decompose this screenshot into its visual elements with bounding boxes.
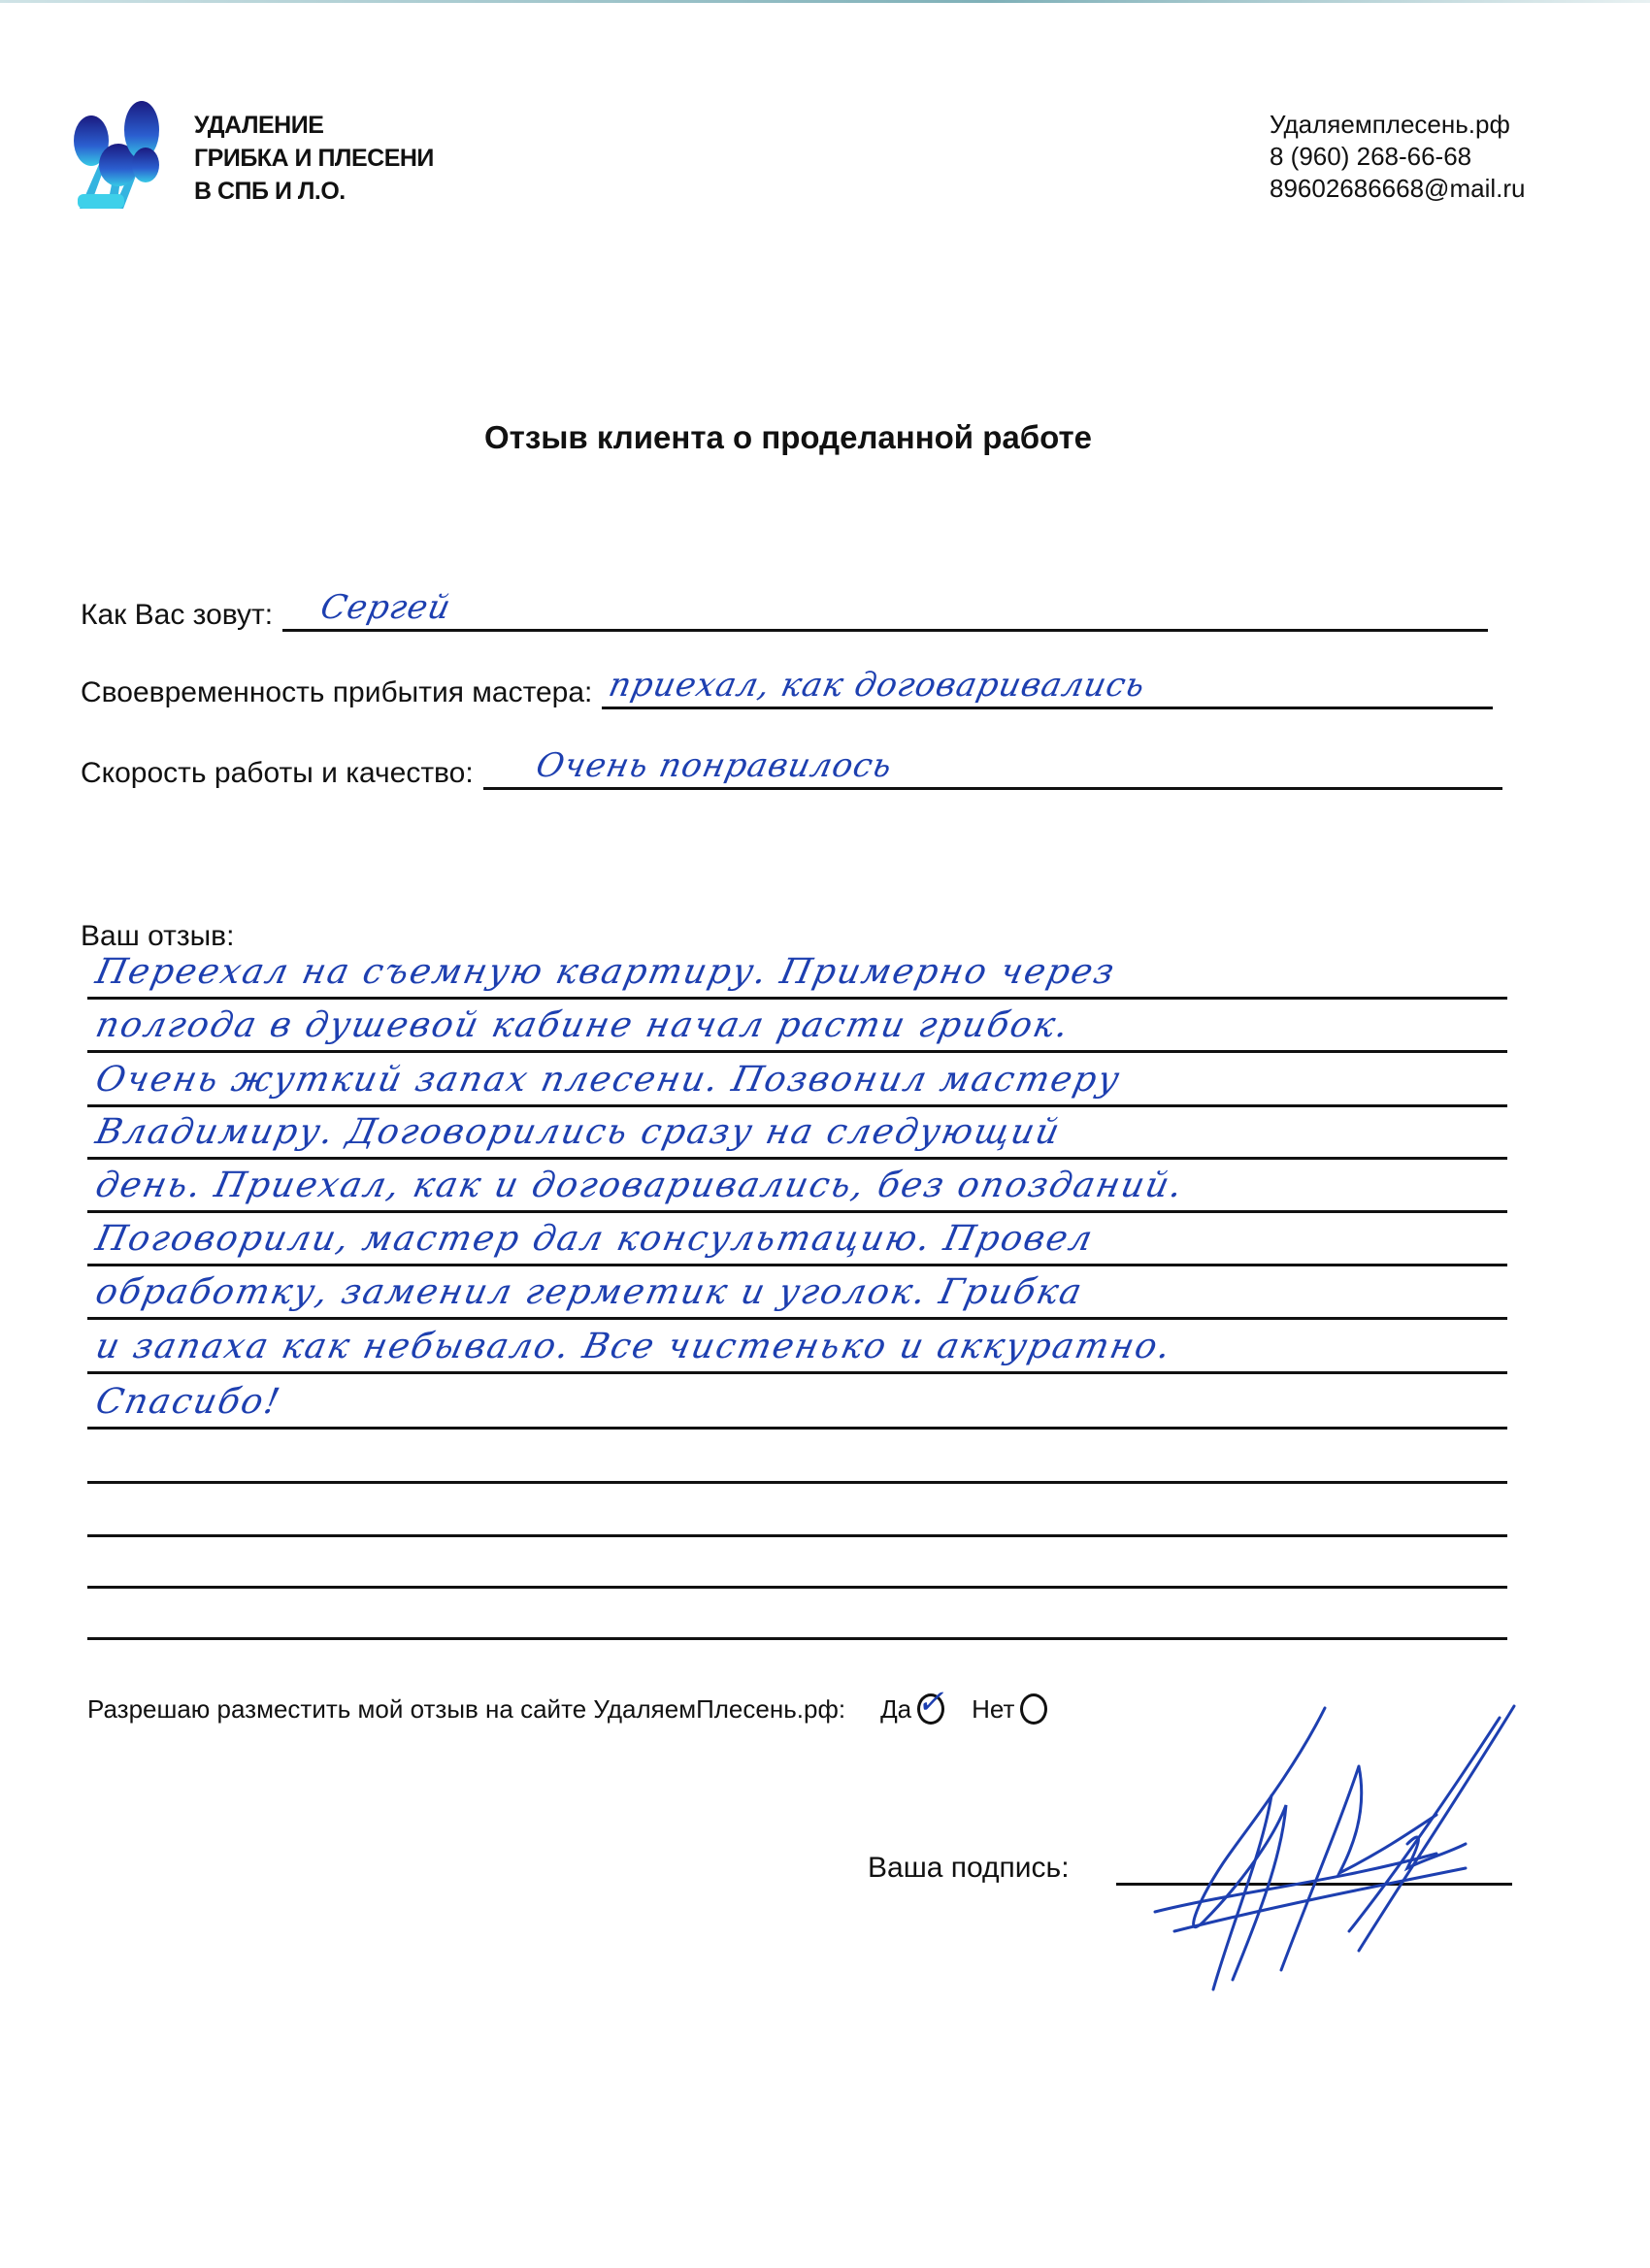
field-value: приехал, как договаривались bbox=[606, 666, 1150, 705]
quality-field bbox=[81, 746, 1502, 790]
logo-line: ГРИБКА И ПЛЕСЕНИ bbox=[194, 145, 434, 172]
logo-line: В СПБ И Л.О. bbox=[194, 178, 346, 205]
handwritten-signature bbox=[1116, 1698, 1524, 1999]
consent-text: Разрешаю разместить мой отзыв на сайте УдаляемПлесень.рф: bbox=[87, 1693, 846, 1724]
no-label: Нет bbox=[972, 1693, 1015, 1724]
field-label: Своевременность прибытия мастера: bbox=[81, 676, 593, 708]
review-rule bbox=[87, 997, 1507, 1000]
consent-no[interactable] bbox=[972, 1693, 1047, 1725]
field-label: Скорость работы и качество: bbox=[81, 757, 474, 789]
field-label: Как Вас зовут: bbox=[81, 599, 274, 631]
signature-label: Ваша подпись: bbox=[868, 1852, 1070, 1884]
review-rule bbox=[87, 1210, 1507, 1213]
consent-row bbox=[87, 1684, 1047, 1725]
logo-text bbox=[194, 109, 434, 208]
email: 89602686668@mail.ru bbox=[1270, 174, 1526, 203]
yes-radio[interactable] bbox=[916, 1684, 944, 1725]
page-title: Отзыв клиента о проделанной работе bbox=[484, 419, 1092, 455]
field-value: Сергей bbox=[316, 588, 455, 627]
review-rule bbox=[87, 1534, 1507, 1537]
review-rule bbox=[87, 1586, 1507, 1589]
arrival-field bbox=[81, 666, 1493, 709]
review-text-line: день. Приехал, как и договаривались, без опозданий. bbox=[92, 1166, 1188, 1205]
review-label: Ваш отзыв: bbox=[81, 920, 235, 952]
name-field bbox=[81, 588, 1488, 632]
field-value: Очень понравилось bbox=[532, 746, 896, 785]
review-text-line: полгода в душевой кабине начал расти грибок. bbox=[92, 1005, 1074, 1045]
website: Удаляемплесень.рф bbox=[1270, 110, 1510, 139]
no-radio[interactable] bbox=[1020, 1693, 1047, 1725]
review-rule bbox=[87, 1637, 1507, 1640]
phone: 8 (960) 268-66-68 bbox=[1270, 142, 1472, 171]
review-text-line: Переехал на съемную квартиру. Примерно через bbox=[92, 952, 1120, 992]
review-text-line: Поговорили, мастер дал консультацию. Провел bbox=[92, 1219, 1098, 1259]
review-rule bbox=[87, 1481, 1507, 1484]
review-rule bbox=[87, 1427, 1507, 1430]
review-text-line: и запаха как небывало. Все чистенько и аккуратно. bbox=[92, 1327, 1176, 1366]
review-text-line: Очень жуткий запах плесени. Позвонил мастеру bbox=[92, 1060, 1125, 1100]
field-line bbox=[483, 746, 1502, 790]
contact-block bbox=[1270, 109, 1525, 205]
review-text-line: Спасибо! bbox=[92, 1382, 285, 1422]
review-text-line: Владимиру. Договорились сразу на следующий bbox=[92, 1112, 1065, 1152]
field-line bbox=[602, 666, 1493, 709]
review-rule bbox=[87, 1264, 1507, 1266]
logo-line: УДАЛЕНИЕ bbox=[194, 112, 324, 139]
review-rule bbox=[87, 1371, 1507, 1374]
field-line bbox=[282, 588, 1488, 632]
review-text-line: обработку, заменил герметик и уголок. Грибка bbox=[92, 1272, 1087, 1312]
scan-edge bbox=[0, 0, 1650, 3]
yes-label: Да bbox=[880, 1693, 912, 1724]
consent-yes[interactable] bbox=[880, 1684, 944, 1725]
review-rule bbox=[87, 1317, 1507, 1320]
review-rule bbox=[87, 1104, 1507, 1107]
mushroom-logo-icon bbox=[70, 97, 167, 209]
review-rule bbox=[87, 1157, 1507, 1160]
review-rule bbox=[87, 1050, 1507, 1053]
check-mark-icon: ✓ bbox=[916, 1684, 944, 1721]
